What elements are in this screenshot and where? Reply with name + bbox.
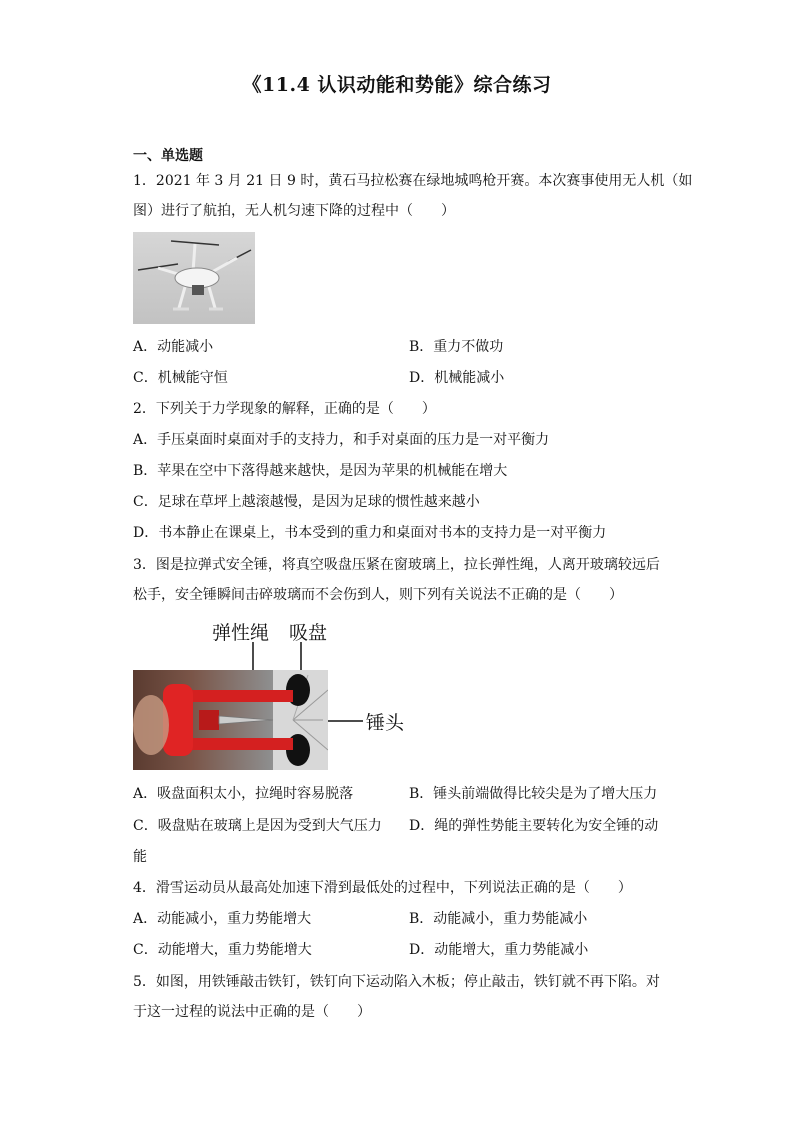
q4-option-a: A．动能减小，重力势能增大 — [133, 911, 312, 927]
q2-line-1: 2．下列关于力学现象的解释，正确的是（ ） — [133, 401, 436, 417]
q4-line-1: 4．滑雪运动员从最高处加速下滑到最低处的过程中，下列说法正确的是（ ） — [133, 880, 632, 896]
q3-line-2: 松手，安全锤瞬间击碎玻璃而不会伤到人，则下列有关说法不正确的是（ ） — [133, 587, 623, 603]
q5-line-2: 于这一过程的说法中正确的是（ ） — [133, 1004, 371, 1020]
section-title: 一、单选题 — [133, 148, 203, 164]
q1-option-b: B．重力不做功 — [409, 339, 504, 355]
q3-option-a: A．吸盘面积太小，拉绳时容易脱落 — [133, 786, 354, 802]
q3-option-b: B．锤头前端做得比较尖是为了增大压力 — [409, 786, 658, 802]
q2-option-c: C．足球在草坪上越滚越慢，是因为足球的惯性越来越小 — [133, 494, 480, 510]
q1-option-d: D．机械能减小 — [409, 370, 505, 386]
q1-line-2: 图）进行了航拍，无人机匀速下降的过程中（ ） — [133, 203, 455, 219]
figure-label-hammer-head: 锤头 — [366, 712, 405, 734]
q3-option-d: D．绳的弹性势能主要转化为安全锤的动 — [409, 818, 659, 834]
figure-label-elastic-rope: 弹性绳 — [212, 622, 270, 644]
q2-option-d: D．书本静止在课桌上，书本受到的重力和桌面对书本的支持力是一对平衡力 — [133, 525, 607, 541]
figure-label-suction-cup: 吸盘 — [289, 622, 328, 644]
q3-line-1: 3．图是拉弹式安全锤，将真空吸盘压紧在窗玻璃上，拉长弹性绳，人离开玻璃较远后 — [133, 557, 660, 573]
q1-option-a: A．动能减小 — [133, 339, 214, 355]
drone-icon — [133, 232, 255, 324]
q2-option-a: A．手压桌面时桌面对手的支持力，和手对桌面的压力是一对平衡力 — [133, 432, 550, 448]
q1-option-c: C．机械能守恒 — [133, 370, 228, 386]
q1-line-1: 1．2021 年 3 月 21 日 9 时，黄石马拉松赛在绿地城鸣枪开赛。本次赛事使用无人机（如 — [133, 173, 693, 189]
q5-line-1: 5．如图，用铁锤敲击铁钉，铁钉向下运动陷入木板；停止敲击，铁钉就不再下陷。对 — [133, 974, 660, 990]
safety-hammer-icon — [133, 670, 328, 770]
page-title: 《11.4 认识动能和势能》综合练习 — [242, 74, 552, 96]
q3-option-d-continued: 能 — [133, 849, 147, 865]
q3-option-c: C．吸盘贴在玻璃上是因为受到大气压力 — [133, 818, 382, 834]
q2-option-b: B．苹果在空中下落得越来越快，是因为苹果的机械能在增大 — [133, 463, 508, 479]
q4-option-d: D．动能增大，重力势能减小 — [409, 942, 589, 958]
q4-option-b: B．动能减小，重力势能减小 — [409, 911, 588, 927]
q4-option-c: C．动能增大，重力势能增大 — [133, 942, 312, 958]
